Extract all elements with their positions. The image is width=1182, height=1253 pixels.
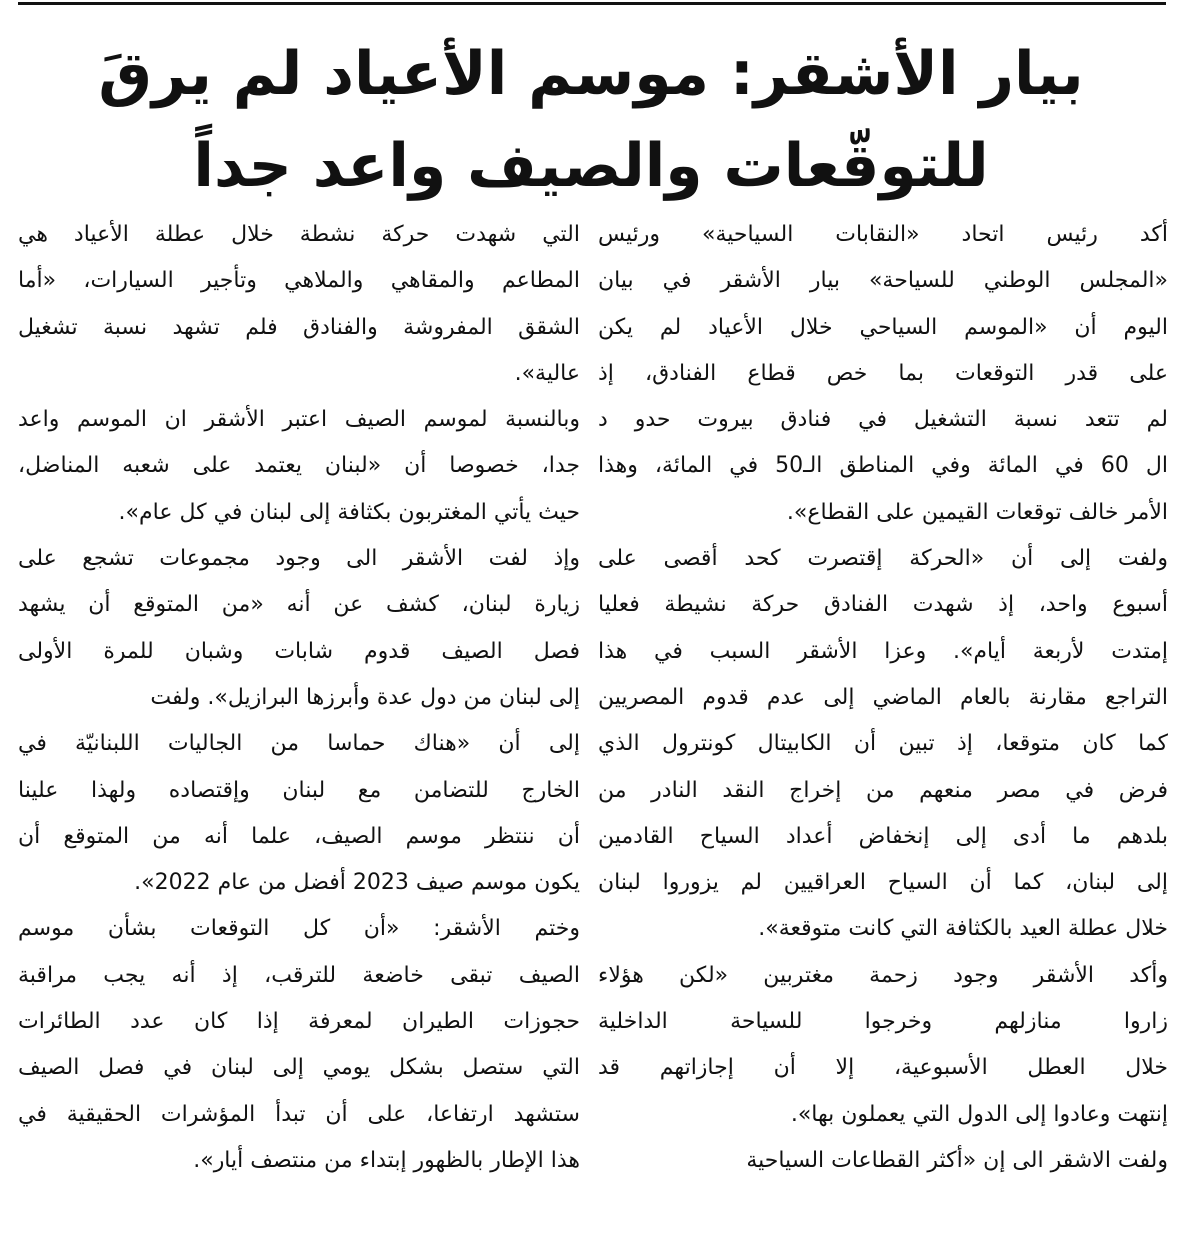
- text-line: عالية».: [514, 360, 580, 386]
- text-line: وإذ لفت الأشقر الى وجود مجموعات تشجع على: [18, 546, 580, 572]
- text-line: ولفت الاشقر الى إن «أكثر القطاعات السياحية: [746, 1147, 1168, 1173]
- text-line: إلى أن «هناك حماسا من الجاليات اللبنانيّة في: [18, 731, 580, 757]
- text-line: ولفت إلى أن «الحركة إقتصرت كحد أقصى على: [598, 546, 1168, 572]
- text-line: بلدهم ما أدى إلى إنخفاض أعداد السياح القادمين: [598, 823, 1168, 849]
- text-line: اليوم أن «الموسم السياحي خلال الأعياد لم يكن: [598, 314, 1168, 340]
- text-line: أسبوع واحد، إذ شهدت الفنادق حركة نشيطة فعليا: [598, 592, 1168, 618]
- text-line: لم تتعد نسبة التشغيل في فنادق بيروت حدو د: [598, 407, 1168, 433]
- text-line: الصيف تبقى خاضعة للترقب، إذ أنه يجب مراقبة: [18, 962, 580, 988]
- text-line: على قدر التوقعات بما خص قطاع الفنادق، إذ: [598, 360, 1168, 386]
- text-line: هذا الإطار بالظهور إبتداء من منتصف أيار».: [193, 1147, 580, 1173]
- text-line: جدا، خصوصا أن «لبنان يعتمد على شعبه المناضل،: [18, 453, 580, 479]
- text-line: كما كان متوقعا، إذ تبين أن الكابيتال كونترول الذي: [598, 731, 1168, 757]
- text-line: إنتهت وعادوا إلى الدول التي يعملون بها».: [790, 1101, 1168, 1127]
- text-line: إلى لبنان من دول عدة وأبرزها البرازيل». ولفت: [150, 684, 580, 710]
- headline-line-1: بيار الأشقر: موسم الأعياد لم يرقَ: [98, 39, 1084, 109]
- text-line: وختم الأشقر: «أن كل التوقعات بشأن موسم: [18, 916, 580, 942]
- text-line: ال 60 في المائة وفي المناطق الـ50 في المائة، وهذا: [598, 453, 1169, 479]
- text-line: حيث يأتي المغتربون بكثافة إلى لبنان في كل عام».: [118, 499, 580, 525]
- article-column-right: [598, 212, 1168, 1184]
- text-line: الخارج للتضامن مع لبنان وإقتصاده ولهذا علينا: [18, 777, 580, 803]
- article-column-left: [18, 212, 580, 1184]
- text-line: التي شهدت حركة نشطة خلال عطلة الأعياد هي: [18, 222, 580, 247]
- text-line: أن ننتظر موسم الصيف، علما أنه من المتوقع أن: [18, 823, 580, 849]
- headline-line-2: للتوقّعات والصيف واعد جداً: [193, 131, 989, 201]
- text-line: فرض في مصر منعهم من إخراج النقد النادر من: [598, 777, 1168, 803]
- text-line: إلى لبنان، كما أن السياح العراقيين لم يزوروا لبنان: [598, 870, 1168, 896]
- text-line: زيارة لبنان، كشف عن أنه «من المتوقع أن يشهد: [18, 592, 580, 618]
- text-line: «المجلس الوطني للسياحة» بيار الأشقر في بيان: [598, 268, 1168, 294]
- text-line: الأمر خالف توقعات القيمين على القطاع».: [786, 499, 1168, 525]
- headline: [20, 28, 1162, 212]
- text-line: يكون موسم صيف 2023 أفضل من عام 2022».: [134, 870, 580, 896]
- text-line: التراجع مقارنة بالعام الماضي إلى عدم قدوم المصريين: [598, 684, 1168, 710]
- text-line: المطاعم والمقاهي والملاهي وتأجير السيارات، «أما: [18, 268, 580, 294]
- text-line: أكد رئيس اتحاد «النقابات السياحية» ورئيس: [598, 222, 1168, 247]
- text-line: فصل الصيف قدوم شابات وشبان للمرة الأولى: [18, 638, 580, 664]
- text-line: خلال العطل الأسبوعية، إلا أن إجازاتهم قد: [598, 1055, 1168, 1081]
- text-line: إمتدت لأربعة أيام». وعزا الأشقر السبب في هذا: [598, 638, 1168, 664]
- text-line: وأكد الأشقر وجود زحمة مغتربين «لكن هؤلاء: [598, 962, 1168, 988]
- text-line: حجوزات الطيران لمعرفة إذا كان عدد الطائرات: [18, 1009, 580, 1035]
- text-line: وبالنسبة لموسم الصيف اعتبر الأشقر ان الموسم واعد: [18, 407, 580, 433]
- text-line: التي ستصل بشكل يومي إلى لبنان في فصل الصيف: [18, 1055, 580, 1081]
- text-line: الشقق المفروشة والفنادق فلم تشهد نسبة تشغيل: [18, 314, 580, 340]
- text-line: خلال عطلة العيد بالكثافة التي كانت متوقعة».: [758, 916, 1168, 942]
- top-rule: [18, 2, 1166, 5]
- text-line: ستشهد ارتفاعا، على أن تبدأ المؤشرات الحقيقية في: [18, 1101, 580, 1127]
- text-line: زاروا منازلهم وخرجوا للسياحة الداخلية: [598, 1009, 1168, 1035]
